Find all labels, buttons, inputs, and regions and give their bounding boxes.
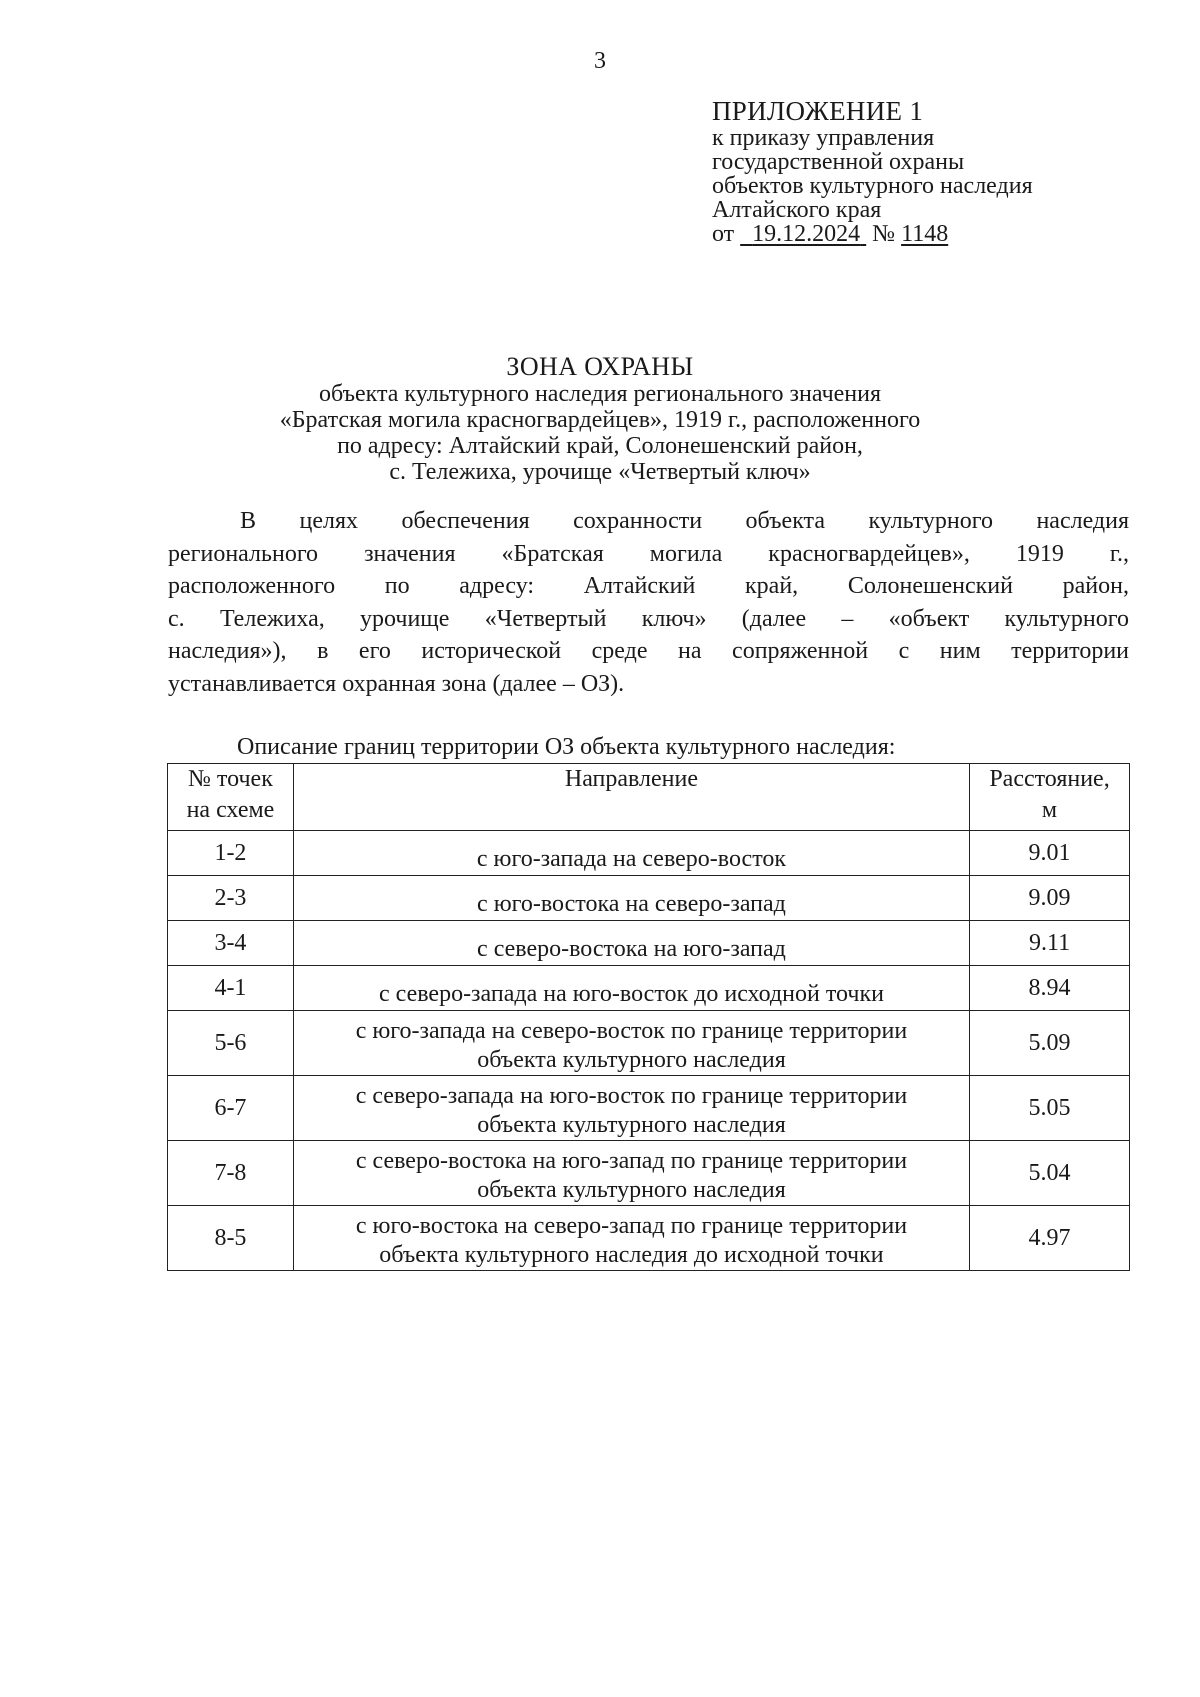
table-row [168, 921, 1130, 966]
row-distance: 4.97 [970, 1206, 1130, 1271]
row-distance: 8.94 [970, 966, 1130, 1011]
row-direction: с юго-востока на северо-запад [293, 876, 969, 921]
row-direction: с северо-запада на юго-восток по границе территории объекта культурного наследия [293, 1076, 969, 1141]
appendix-line: к приказу управления [712, 125, 935, 151]
row-direction: с северо-запада на юго-восток до исходной точки [293, 966, 969, 1011]
header-points: № точек на схеме [168, 764, 294, 831]
order-date-line [712, 222, 1172, 246]
table-header-row [168, 764, 1130, 831]
table-row [168, 1206, 1130, 1271]
table-row [168, 1076, 1130, 1141]
row-points: 8-5 [168, 1206, 294, 1271]
row-distance: 9.11 [970, 921, 1130, 966]
row-distance: 9.01 [970, 831, 1130, 876]
row-distance: 5.05 [970, 1076, 1130, 1141]
page-number: 3 [594, 48, 606, 74]
table-row [168, 1011, 1130, 1076]
row-direction: с юго-востока на северо-запад по границе территории объекта культурного наследия до исходной точки [293, 1206, 969, 1271]
order-date: 19.12.2024 [752, 221, 861, 247]
appendix-line: государственной охраны [712, 149, 965, 175]
row-points: 4-1 [168, 966, 294, 1011]
row-direction: с северо-востока на юго-запад по границе территории объекта культурного наследия [293, 1141, 969, 1206]
row-points: 6-7 [168, 1076, 294, 1141]
subtitle-line: по адресу: Алтайский край, Солонешенский район, [337, 433, 863, 459]
table-caption: Описание границ территории ОЗ объекта культурного наследия: [237, 734, 896, 760]
row-points: 3-4 [168, 921, 294, 966]
row-points: 7-8 [168, 1141, 294, 1206]
row-points: 5-6 [168, 1011, 294, 1076]
date-prefix: от [712, 221, 735, 247]
paragraph-line: В целях обеспечения сохранности объекта культурного наследия [240, 508, 1129, 534]
header-direction: Направление [293, 764, 969, 831]
header-distance: Расстояние, м [970, 764, 1130, 831]
row-direction: с юго-запада на северо-восток [293, 831, 969, 876]
paragraph-line: регионального значения «Братская могила красногвардейцев», 1919 г., [168, 540, 1129, 567]
paragraph-line: с. Тележиха, урочище «Четвертый ключ» (далее – «объект культурного [168, 605, 1129, 632]
number-prefix: № [872, 221, 896, 247]
subtitle-line: «Братская могила красногвардейцев», 1919 г., расположенного [279, 407, 921, 433]
body-paragraph [168, 505, 1129, 700]
appendix-line: Алтайского края [712, 197, 882, 223]
zone-subtitle [0, 381, 1200, 485]
table-row [168, 876, 1130, 921]
subtitle-line: объекта культурного наследия регионального значения [318, 381, 882, 407]
table-row [168, 966, 1130, 1011]
order-number: 1148 [901, 221, 949, 247]
row-distance: 9.09 [970, 876, 1130, 921]
row-points: 2-3 [168, 876, 294, 921]
row-distance: 5.04 [970, 1141, 1130, 1206]
zone-title: ЗОНА ОХРАНЫ [506, 352, 694, 381]
row-direction: с северо-востока на юго-запад [293, 921, 969, 966]
table-row [168, 1141, 1130, 1206]
subtitle-line: с. Тележиха, урочище «Четвертый ключ» [389, 459, 811, 485]
paragraph-line: расположенного по адресу: Алтайский край, Солонешенский район, [168, 573, 1129, 599]
row-direction: с юго-запада на северо-восток по границе территории объекта культурного наследия [293, 1011, 969, 1076]
appendix-title: ПРИЛОЖЕНИЕ 1 [712, 96, 924, 126]
paragraph-line: наследия»), в его исторической среде на сопряженной с ним территории [168, 638, 1129, 664]
paragraph-line: устанавливается охранная зона (далее – ОЗ). [168, 670, 625, 697]
table-row [168, 831, 1130, 876]
appendix-line: объектов культурного наследия [712, 173, 1033, 199]
row-distance: 5.09 [970, 1011, 1130, 1076]
row-points: 1-2 [168, 831, 294, 876]
boundary-table [167, 763, 1130, 1271]
appendix-block [712, 96, 1172, 246]
